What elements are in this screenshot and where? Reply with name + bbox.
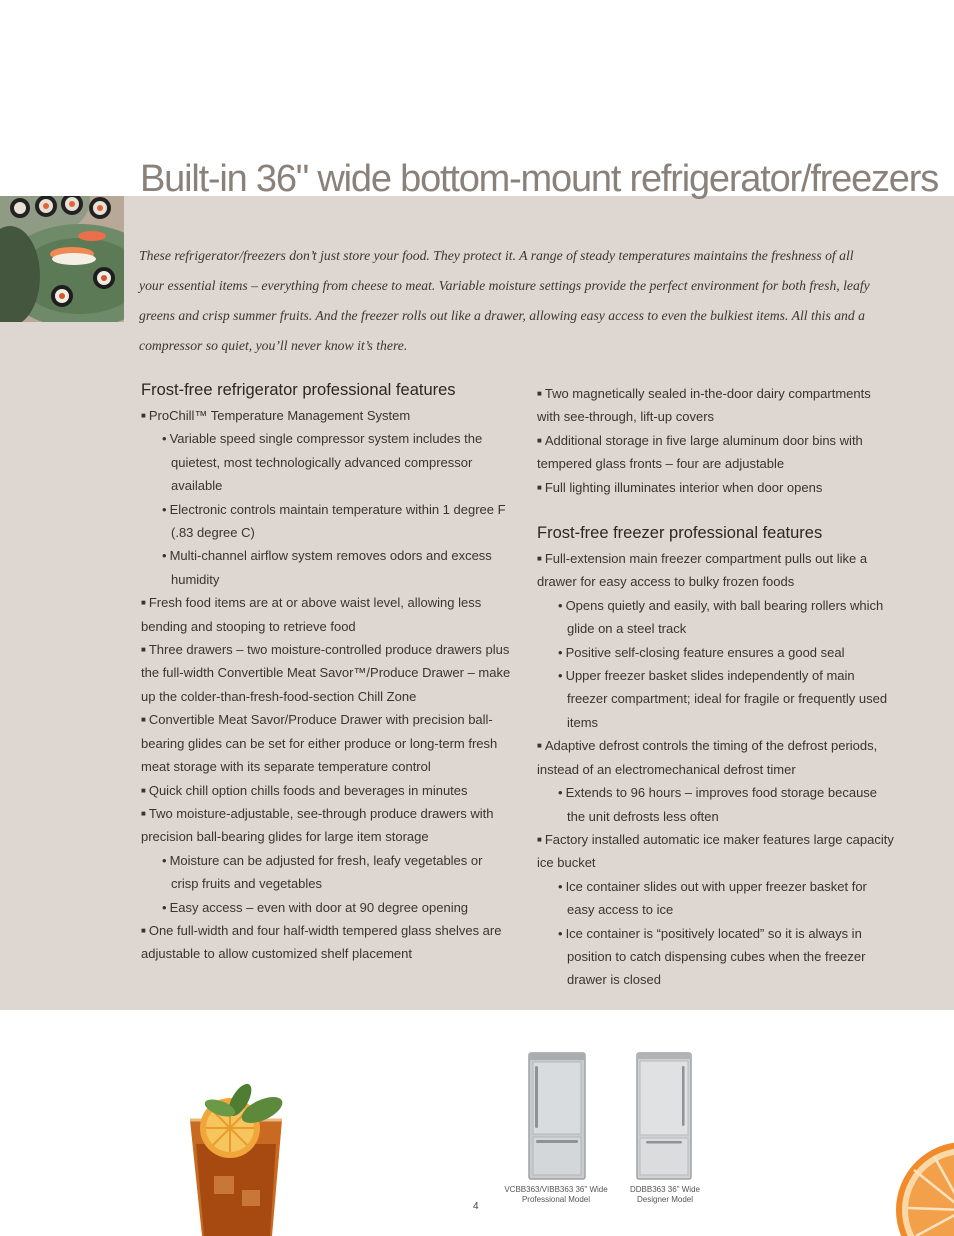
sub-bullet-item: [141, 849, 511, 896]
square-bullet-icon: ■: [141, 411, 146, 420]
bullet-text: Opens quietly and easily, with ball bearing rollers which glide on a steel track: [565, 597, 884, 637]
round-bullet-icon: •: [558, 878, 563, 894]
square-bullet-icon: ■: [537, 435, 542, 445]
sub-bullet-item: [537, 664, 897, 734]
round-bullet-icon: •: [558, 644, 563, 660]
bullet-text: Convertible Meat Savor/Produce Drawer with precision ball-bearing glides can be set for either produce or long-term fresh meat storage with its separate temperature control: [141, 712, 498, 775]
bullet-item: [141, 708, 511, 778]
bullet-text: Easy access – even with door at 90 degree opening: [169, 899, 469, 915]
refrigerator-features-continued-list: [537, 382, 897, 499]
bullet-text: Variable speed single compressor system includes the quietest, most technologically advanced compressor available: [169, 431, 483, 494]
bullet-text: Full lighting illuminates interior when door opens: [544, 479, 823, 495]
bullet-text: Three drawers – two moisture-controlled produce drawers plus the full-width Convertible Meat Savor™/Produce Drawer – make up the colder-than-fresh-food-section Chill Zone: [141, 642, 511, 704]
bullet-text: Positive self-closing feature ensures a good seal: [565, 644, 845, 660]
caption-line: Professional Model: [521, 1195, 591, 1204]
bullet-item: [141, 802, 511, 849]
square-bullet-icon: ■: [537, 482, 542, 492]
orange-slice-photo: [894, 1130, 954, 1236]
square-bullet-icon: ■: [141, 715, 146, 725]
page-number: 4: [473, 1201, 479, 1212]
caption-line: DDBB363 36" Wide: [630, 1185, 700, 1194]
bullet-text: Two moisture-adjustable, see-through produce drawers with precision ball-bearing glides for large item storage: [141, 805, 494, 845]
bullet-text: Additional storage in five large aluminum door bins with tempered glass fronts – four are adjustable: [537, 432, 863, 472]
right-features-column: [537, 382, 897, 992]
refrigerator-features-list: [141, 404, 511, 966]
square-bullet-icon: ■: [141, 785, 146, 795]
square-bullet-icon: ■: [141, 808, 146, 818]
square-bullet-icon: ■: [141, 598, 146, 608]
bullet-item: [141, 779, 511, 802]
bullet-text: Ice container slides out with upper freezer basket for easy access to ice: [565, 878, 867, 918]
designer-model-refrigerator-image: [636, 1052, 692, 1180]
sub-bullet-item: [537, 781, 897, 828]
sub-bullet-item: [141, 544, 511, 591]
bullet-item: [141, 638, 511, 708]
square-bullet-icon: ■: [537, 554, 542, 564]
square-bullet-icon: ■: [537, 741, 542, 751]
sub-bullet-item: [141, 427, 511, 497]
bullet-item: [141, 919, 511, 966]
refrigerator-features-column: [141, 381, 511, 966]
bullet-text: Two magnetically sealed in-the-door dairy compartments with see-through, lift-up covers: [537, 386, 871, 425]
bullet-text: Upper freezer basket slides independently of main freezer compartment; ideal for fragile or frequently used items: [565, 668, 888, 730]
sub-bullet-item: [141, 896, 511, 919]
sub-bullet-item: [537, 875, 897, 922]
freezer-features-list: [537, 547, 897, 992]
bullet-text: Electronic controls maintain temperature within 1 degree F (.83 degree C): [169, 501, 506, 541]
bullet-text: Ice container is “positively located” so it is always in position to catch dispensing cubes when the freezer drawer is closed: [565, 925, 866, 988]
sub-bullet-item: [141, 498, 511, 545]
bullet-text: Moisture can be adjusted for fresh, leafy vegetables or crisp fruits and vegetables: [169, 852, 483, 892]
square-bullet-icon: ■: [537, 389, 542, 398]
square-bullet-icon: ■: [141, 925, 146, 935]
intro-paragraph: These refrigerator/freezers don’t just store your food. They protect it. A range of steady temperatures maintains the freshness of all your essential items – everything from cheese to meat. Variable moisture settings provide the perfect environment for both fresh, leafy greens and crisp summer fruits. And the freezer rolls out like a drawer, allowing easy access to even the bulkiest items. All this and a compressor so quiet, you’ll never know it’s there.: [139, 248, 870, 353]
bullet-text: Factory installed automatic ice maker features large capacity ice bucket: [537, 831, 894, 871]
bullet-item: [537, 828, 897, 875]
square-bullet-icon: ■: [537, 834, 542, 844]
round-bullet-icon: •: [162, 899, 167, 915]
caption-line: Designer Model: [636, 1195, 694, 1204]
professional-model-refrigerator-image: [528, 1052, 586, 1180]
bullet-item: [537, 476, 897, 499]
page-title: Built-in 36" wide bottom-mount refrigerator/freezers: [140, 158, 938, 200]
bullet-text: ProChill™ Temperature Management System: [148, 408, 411, 423]
bullet-item: [537, 429, 897, 476]
bullet-item: [537, 547, 897, 594]
bullet-text: Fresh food items are at or above waist level, allowing less bending and stooping to retrieve food: [141, 595, 482, 634]
bullet-text: Quick chill option chills foods and beverages in minutes: [148, 782, 468, 798]
caption-line: VCBB363/VIBB363 36" Wide: [504, 1185, 608, 1194]
iced-tea-glass-photo: [150, 1064, 322, 1236]
round-bullet-icon: •: [558, 668, 563, 684]
bullet-text: One full-width and four half-width tempered glass shelves are adjustable to allow customized shelf placement: [141, 922, 502, 962]
round-bullet-icon: •: [162, 501, 167, 517]
round-bullet-icon: •: [558, 925, 563, 941]
bullet-item: [537, 734, 897, 781]
bullet-item: [141, 404, 511, 427]
round-bullet-icon: •: [162, 431, 167, 447]
round-bullet-icon: •: [162, 548, 167, 564]
professional-model-caption: [496, 1185, 616, 1205]
round-bullet-icon: •: [558, 785, 563, 801]
sub-bullet-item: [537, 641, 897, 664]
round-bullet-icon: •: [558, 597, 563, 613]
round-bullet-icon: •: [162, 852, 167, 868]
refrigerator-features-heading: Frost-free refrigerator professional features: [141, 381, 456, 399]
square-bullet-icon: ■: [141, 645, 146, 655]
bullet-item: [537, 382, 897, 429]
bullet-text: Full-extension main freezer compartment pulls out like a drawer for easy access to bulky frozen foods: [537, 551, 868, 590]
sub-bullet-item: [537, 594, 897, 641]
freezer-features-heading: Frost-free freezer professional features: [537, 524, 823, 543]
bullet-text: Extends to 96 hours – improves food storage because the unit defrosts less often: [565, 785, 878, 824]
bullet-item: [141, 591, 511, 638]
sushi-plate-photo: [0, 196, 124, 322]
sub-bullet-item: [537, 922, 897, 992]
bullet-text: Adaptive defrost controls the timing of the defrost periods, instead of an electromechanical defrost timer: [537, 738, 878, 777]
designer-model-caption: [612, 1185, 718, 1205]
bullet-text: Multi-channel airflow system removes odors and excess humidity: [169, 548, 492, 587]
